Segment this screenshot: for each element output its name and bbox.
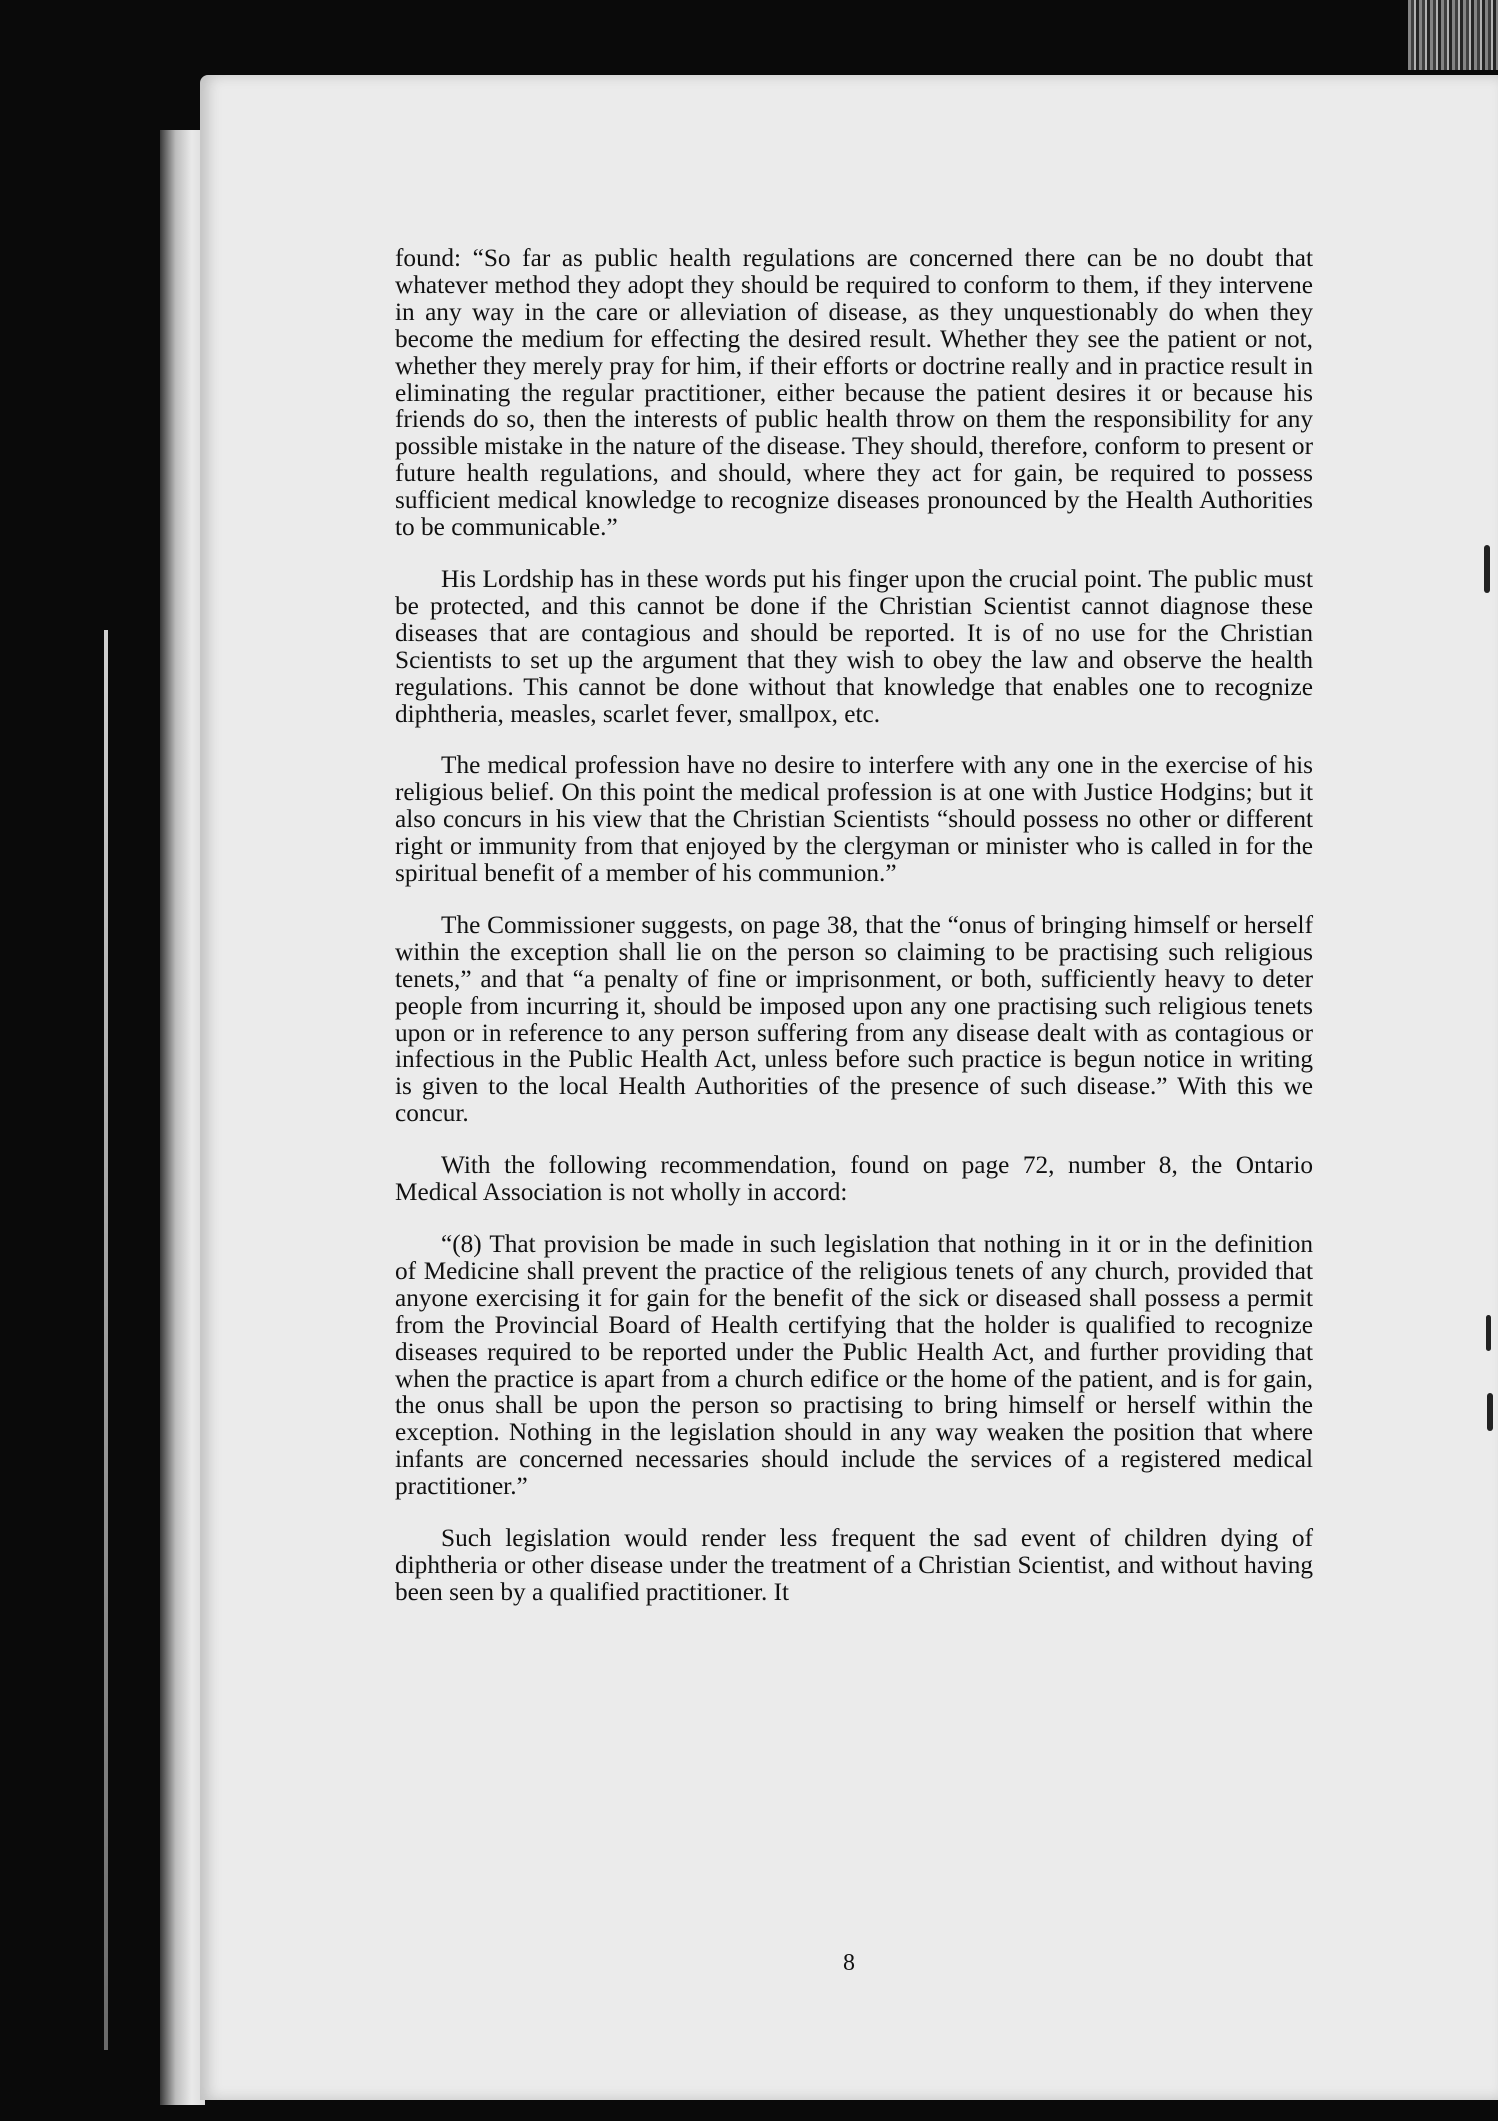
quoted-recommendation: “(8) That provision be made in such legislation that nothing in it or in the definition of Medicine shall prevent the practice of the religious tenets of any church, provided that anyone exercising it for gain for the benefit of the sick or diseased shall possess a permit from the Provincial Board of Health certifying that the holder is qualified to recognize diseases required to be reported under the Public Health Act, and further providing that when the practice is apart from a church edifice or the home of the patient, and is for gain, the onus shall be upon the person so practising to bring himself or herself within the exception. Nothing in the legislation should in any way weaken the position that where infants are concerned necessaries should include the services of a registered medical practitioner.” — [395, 1230, 1313, 1501]
paragraph: With the following recommendation, found on page 72, number 8, the Ontario Medical Association is not wholly in accord: — [395, 1151, 1313, 1207]
paragraph: His Lordship has in these words put his finger upon the crucial point. The public must be protected, and this cannot be done if the Christian Scientist cannot diagnose these diseases that are contagious and should be reported. It is of no use for the Christian Scientists to set up the argument that they wish to obey the law and observe the health regulations. This cannot be done without that knowledge that enables one to recognize diphtheria, measles, scarlet fever, smallpox, etc. — [395, 564, 1313, 728]
scan-mark — [1487, 1393, 1493, 1431]
paragraph: The medical profession have no desire to interfere with any one in the exercise of his religious belief. On this point the medical profession is at one with Justice Hodgins; but it also concurs in his view that the Christian Scientists “should possess no other or different right or immunity from that enjoyed by the clergyman or minister who is called in for the spiritual benefit of a member of his communion.” — [395, 751, 1313, 888]
paragraph: Such legislation would render less frequent the sad event of children dying of diphtheria or other disease under the treatment of a Christian Scientist, and without having been seen by a qualified practitioner. It — [395, 1524, 1313, 1606]
scan-artifact-corner — [1408, 0, 1498, 70]
book-spine — [160, 130, 205, 2105]
scan-mark — [1484, 545, 1490, 593]
paragraph: The Commissioner suggests, on page 38, that the “onus of bringing himself or herself within the exception shall lie on the person so claiming to be practising such religious tenets,” and that “a penalty of fine or imprisonment, or both, sufficiently heavy to deter people from incurring it, should be imposed upon any one practising such religious tenets upon or in reference to any person suffering from any disease dealt with as contagious or infectious in the Public Health Act, unless before such practice is begun notice in writing is given to the local Health Authorities of the presence of such disease.” With this we concur. — [395, 910, 1313, 1128]
scan-artifact-edge — [104, 630, 108, 2050]
document-page — [200, 75, 1498, 2100]
page-number: 8 — [843, 1950, 855, 1976]
paragraph: found: “So far as public health regulations are concerned there can be no doubt that whatever method they adopt they should be required to conform to them, if they intervene in any way in the care or alleviation of disease, as they unquestionably do when they become the medium for effecting the desired result. Whether they see the patient or not, whether they merely pray for him, if their efforts or doctrine really and in practice result in eliminating the regular practitioner, either because the patient desires it or because his friends do so, then the interests of public health throw on them the responsibility for any possible mistake in the nature of the disease. They should, therefore, conform to present or future health regulations, and should, where they act for gain, be required to possess sufficient medical knowledge to recognize diseases pronounced by the Health Authorities to be communicable.” — [395, 244, 1313, 542]
body-text — [395, 245, 1313, 1606]
scan-mark — [1486, 1315, 1491, 1351]
